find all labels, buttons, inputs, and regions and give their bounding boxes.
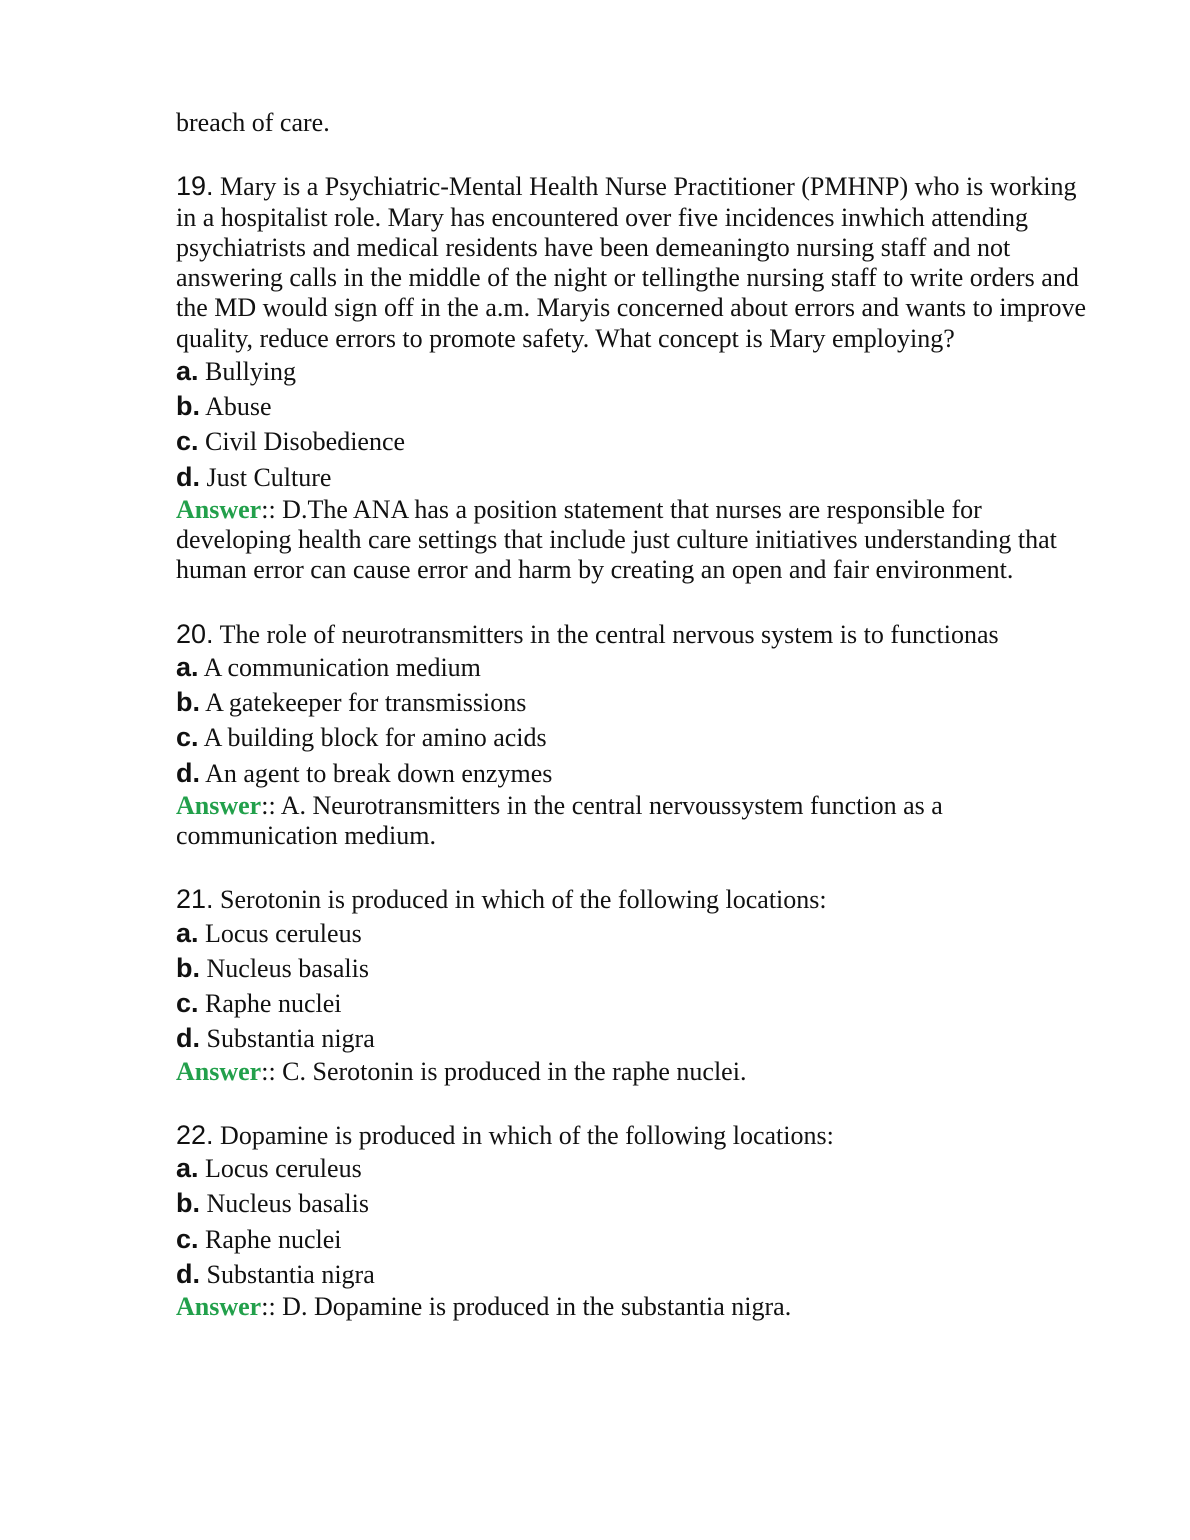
option-letter: a. xyxy=(176,652,199,683)
question-text: Dopamine is produced in which of the following locations: xyxy=(220,1120,834,1150)
answer-text: :: D.The ANA has a position statement that nurses are responsible for developing health care settings that include just culture initiatives understanding that human error can cause error and harm by creating an open and fair environment. xyxy=(176,494,1057,585)
question-stem xyxy=(176,1120,1096,1151)
option-text: Bullying xyxy=(205,357,297,387)
option-letter: a. xyxy=(176,917,199,948)
answer-label: Answer xyxy=(176,494,262,524)
option-text: Raphe nuclei xyxy=(205,989,342,1019)
option-text: Substantia nigra xyxy=(206,1024,375,1054)
answer-label: Answer xyxy=(176,1056,262,1086)
question-stem xyxy=(176,619,1096,650)
option-text: Substantia nigra xyxy=(206,1259,375,1289)
question-number: 19. xyxy=(176,171,214,202)
continued-text: breach of care. xyxy=(176,108,330,137)
option-d xyxy=(176,1021,1096,1056)
option-letter: a. xyxy=(176,356,199,387)
option-letter: c. xyxy=(176,1223,199,1254)
option-text: Abuse xyxy=(205,392,272,422)
option-letter: a. xyxy=(176,1153,199,1184)
answer-label: Answer xyxy=(176,790,262,820)
option-letter: d. xyxy=(176,757,200,788)
option-letter: b. xyxy=(176,391,200,422)
answer xyxy=(176,1057,1096,1087)
option-a xyxy=(176,650,1096,685)
option-text: Locus ceruleus xyxy=(205,918,362,948)
option-b xyxy=(176,951,1096,986)
question-number: 22. xyxy=(176,1119,214,1150)
option-letter: c. xyxy=(176,722,199,753)
option-d xyxy=(176,756,1096,791)
option-a xyxy=(176,354,1096,389)
question-21 xyxy=(176,884,1096,1086)
answer xyxy=(176,495,1096,586)
option-text: A gatekeeper for transmissions xyxy=(205,688,527,718)
option-text: Nucleus basalis xyxy=(206,1189,369,1219)
question-stem xyxy=(176,171,1096,354)
option-a xyxy=(176,1151,1096,1186)
option-text: An agent to break down enzymes xyxy=(205,758,553,788)
question-stem xyxy=(176,884,1096,915)
answer-text: :: C. Serotonin is produced in the raphe nuclei. xyxy=(261,1056,747,1086)
option-text: Locus ceruleus xyxy=(205,1154,362,1184)
option-a xyxy=(176,916,1096,951)
option-letter: c. xyxy=(176,426,199,457)
option-letter: b. xyxy=(176,1188,200,1219)
question-text: Mary is a Psychiatric-Mental Health Nurse Practitioner (PMHNP) who is working in a hospitalist role. Mary has encountered over five incidences inwhich attending psychiatrists and medical residents have been demeaningto nursing staff and not answering calls in the middle of the night or tellingthe nursing staff to write orders and the MD would sign off in the a.m. Maryis concerned about errors and wants to improve quality, reduce errors to promote safety. What concept is Mary employing? xyxy=(176,172,1087,353)
option-letter: d. xyxy=(176,461,200,492)
option-text: Just Culture xyxy=(206,462,332,492)
option-text: Nucleus basalis xyxy=(206,953,369,983)
option-c xyxy=(176,986,1096,1021)
answer xyxy=(176,1292,1096,1322)
option-b xyxy=(176,685,1096,720)
question-text: Serotonin is produced in which of the following locations: xyxy=(220,885,827,915)
question-20 xyxy=(176,619,1096,852)
option-c xyxy=(176,720,1096,755)
option-c xyxy=(176,1222,1096,1257)
question-number: 20. xyxy=(176,618,214,649)
option-d xyxy=(176,1257,1096,1292)
option-c xyxy=(176,424,1096,459)
answer-label: Answer xyxy=(176,1292,262,1321)
answer-text: :: A. Neurotransmitters in the central nervoussystem function as a communication medium. xyxy=(176,790,943,851)
option-text: A building block for amino acids xyxy=(203,723,547,753)
option-letter: d. xyxy=(176,1258,200,1289)
option-letter: c. xyxy=(176,988,199,1019)
option-d xyxy=(176,460,1096,495)
option-letter: b. xyxy=(176,687,200,718)
option-text: Raphe nuclei xyxy=(205,1224,342,1254)
answer xyxy=(176,791,1096,852)
question-22 xyxy=(176,1120,1096,1322)
option-b xyxy=(176,389,1096,424)
document-page xyxy=(176,108,1096,1322)
answer-text: :: D. Dopamine is produced in the substantia nigra. xyxy=(261,1292,792,1321)
option-b xyxy=(176,1186,1096,1221)
option-text: Civil Disobedience xyxy=(205,427,406,457)
question-text: The role of neurotransmitters in the central nervous system is to functionas xyxy=(219,619,999,649)
question-19 xyxy=(176,171,1096,585)
option-letter: b. xyxy=(176,952,200,983)
option-text: A communication medium xyxy=(203,653,481,683)
option-letter: d. xyxy=(176,1023,200,1054)
question-number: 21. xyxy=(176,884,214,915)
